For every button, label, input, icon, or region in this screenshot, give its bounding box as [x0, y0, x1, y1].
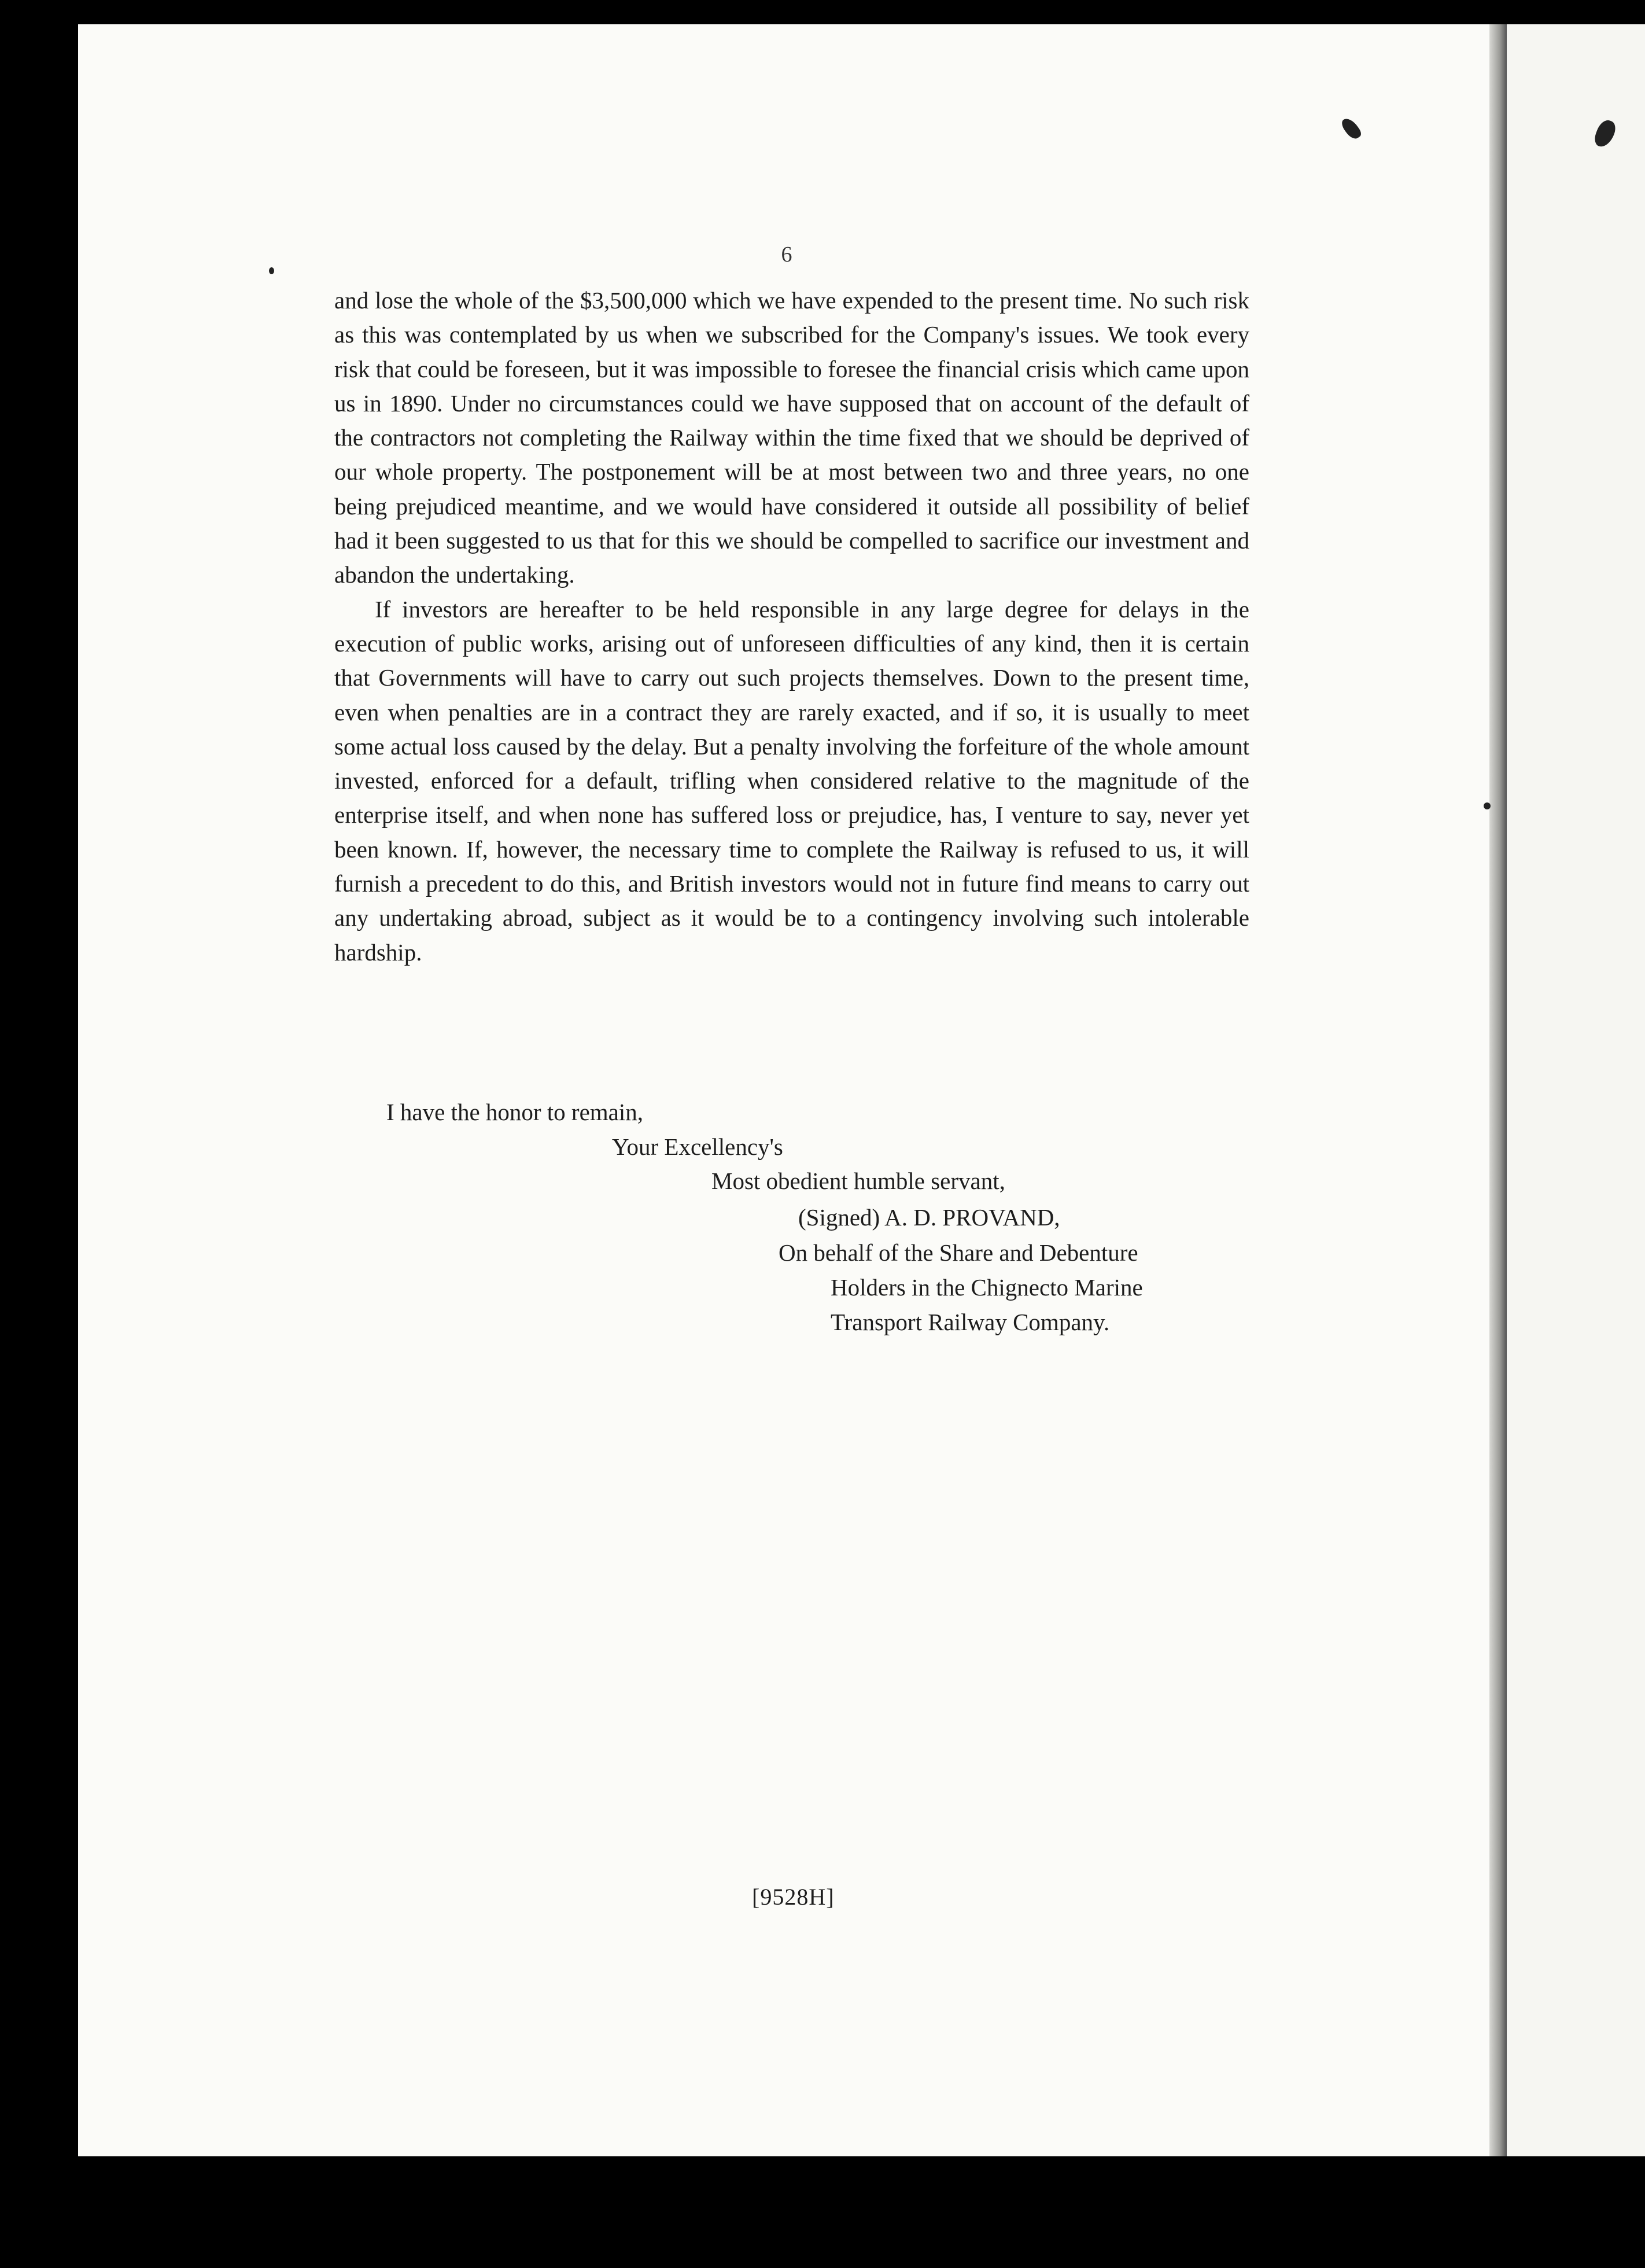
closing-line: Most obedient humble servant, — [711, 1168, 1005, 1194]
letter-body — [334, 284, 1249, 970]
page-edge — [1489, 24, 1507, 2156]
ink-speck — [1484, 802, 1491, 809]
scan-bottom-border — [0, 2156, 1645, 2268]
ink-blot — [1592, 117, 1618, 149]
ink-speck — [269, 267, 274, 274]
closing-line: Your Excellency's — [612, 1133, 783, 1160]
page-number: 6 — [781, 242, 792, 267]
closing-line: On behalf of the Share and Debenture — [779, 1239, 1138, 1266]
closing-line: I have the honor to remain, — [386, 1099, 644, 1125]
signature-line: (Signed) A. D. PROVAND, — [798, 1204, 1060, 1231]
body-paragraph: and lose the whole of the $3,500,000 which we have expended to the present time. No such risk as this was contemplated by us when we subscribed for the Company's issues. We took every risk that could be foreseen, but it was impossible to foresee the financial crisis which came upon us in 1890. Under no circumstances could we have supposed that on account of the default of the contractors not completing the Railway within the time fixed that we should be deprived of our whole property. The postponement will be at most between two and three years, no one being prejudiced meantime, and we would have considered it outside all possibility of belief had it been suggested to us that for this we should be compelled to sacrifice our investment and abandon the undertaking. — [334, 287, 1249, 588]
body-paragraph: If investors are hereafter to be held responsible in any large degree for delays in the execution of public works, arising out of unforeseen difficulties of any kind, then it is certain that Governments will have to carry out such projects themselves. Down to the present time, even when penalties are in a contract they are rarely exacted, and if so, it is usually to meet some actual loss caused by the delay. But a penalty involving the forfeiture of the whole amount invested, enforced for a default, trifling when considered relative to the magnitude of the enterprise itself, and when none has suffered loss or prejudice, has, I venture to say, never yet been known. If, however, the necessary time to complete the Railway is refused to us, it will furnish a precedent to do this, and British investors would not in future find means to carry out any undertaking abroad, subject as it would be to a contingency involving such intolerable hardship. — [334, 595, 1249, 966]
document-code: [9528H] — [752, 1884, 835, 1910]
scan-top-border — [0, 0, 1645, 24]
closing-line: Transport Railway Company. — [831, 1309, 1110, 1335]
closing-line: Holders in the Chignecto Marine — [831, 1274, 1143, 1301]
ink-blot — [1340, 115, 1363, 141]
adjacent-page — [1507, 24, 1645, 2156]
scan-left-border — [0, 0, 78, 2268]
